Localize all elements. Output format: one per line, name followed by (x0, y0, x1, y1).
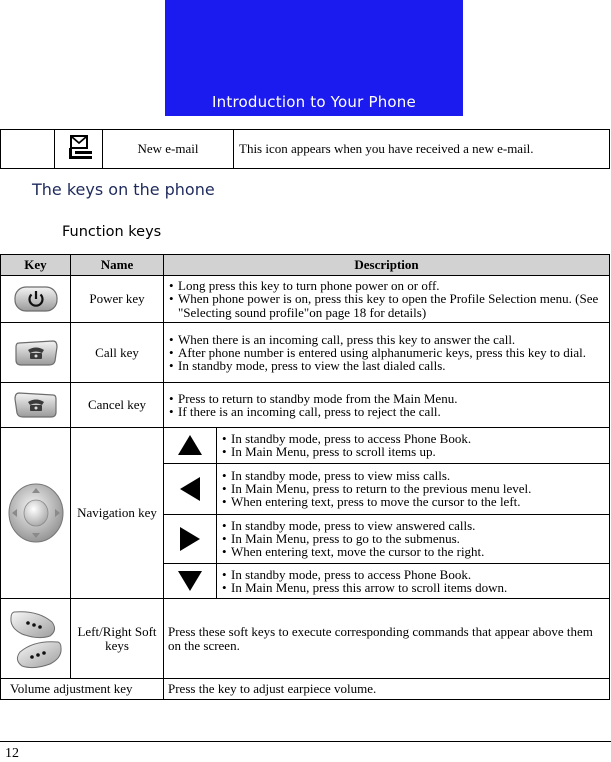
header-description: Description (164, 255, 610, 276)
key-name: Call key (71, 323, 164, 383)
key-name: Power key (71, 276, 164, 323)
arrow-right-icon (179, 526, 201, 552)
description-item: • If there is an incoming call, press to reject the call. (169, 405, 607, 418)
footer-divider (0, 741, 611, 742)
direction-description (217, 514, 610, 563)
table-row (1, 130, 610, 169)
table-row (1, 679, 610, 700)
description-item: • In Main Menu, press this arrow to scroll items down. (222, 581, 607, 594)
cancel-key-icon (13, 391, 59, 419)
power-key-icon (13, 285, 59, 313)
navigation-description-cell (164, 428, 610, 599)
direction-row-right (164, 514, 609, 563)
header-name: Name (71, 255, 164, 276)
direction-row-down (164, 563, 609, 598)
description-item: • In standby mode, press to access Phone Book. (222, 432, 607, 445)
icon-name: New e-mail (103, 130, 234, 169)
description-item: • Press to return to standby mode from the Main Menu. (169, 392, 607, 405)
description-item: • In Main Menu, press to return to the previous menu level. (222, 482, 607, 495)
section-subtitle: Function keys (62, 224, 162, 240)
description-item: • After phone number is entered using alphanumeric keys, press this key to dial. (169, 346, 607, 359)
table-row (1, 428, 610, 599)
icon-cell (55, 130, 103, 169)
arrow-cell (164, 514, 217, 563)
description-item: • When there is an incoming call, press this key to answer the call. (169, 333, 607, 346)
description-item: • When phone power is on, press this key to open the Profile Selection menu. (See "Selecting sound profile"on page 18 for details) (169, 292, 607, 319)
key-icon-cell (1, 276, 71, 323)
arrow-up-icon (177, 434, 203, 456)
icon-table (0, 129, 610, 169)
table-row (1, 323, 610, 383)
description-item: • When entering text, move the cursor to the right. (222, 545, 607, 558)
arrow-down-icon (177, 570, 203, 592)
key-name: Left/Right Soft keys (71, 599, 164, 679)
function-keys-table (0, 254, 610, 700)
table-row (1, 383, 610, 428)
description-item: • In standby mode, press to view miss calls. (222, 469, 607, 482)
navigation-key-icon (7, 482, 65, 544)
description-item: • In Main Menu, press to go to the submenus. (222, 532, 607, 545)
new-email-icon (64, 134, 94, 164)
call-key-icon (13, 339, 59, 367)
description-item: • In standby mode, press to view the last dialed calls. (169, 359, 607, 372)
key-icon-cell (1, 599, 71, 679)
key-description (164, 323, 610, 383)
key-description: Press these soft keys to execute corresponding commands that appear above them on the screen. (164, 599, 610, 679)
direction-description (217, 428, 610, 463)
direction-row-up (164, 428, 609, 463)
soft-keys-icon (8, 608, 64, 670)
navigation-directions-table (164, 428, 609, 598)
page-number: 12 (5, 746, 19, 761)
table-row (1, 276, 610, 323)
description-item: • In standby mode, press to view answered calls. (222, 519, 607, 532)
description-item: • When entering text, press to move the cursor to the left. (222, 495, 607, 508)
key-name: Volume adjustment key (1, 679, 164, 700)
direction-description (217, 463, 610, 514)
key-icon-cell (1, 383, 71, 428)
key-description (164, 383, 610, 428)
chapter-banner (165, 0, 463, 116)
key-icon-cell (1, 428, 71, 599)
arrow-cell (164, 428, 217, 463)
key-name: Cancel key (71, 383, 164, 428)
arrow-left-icon (179, 476, 201, 502)
key-description: Press the key to adjust earpiece volume. (164, 679, 610, 700)
section-title: The keys on the phone (32, 180, 215, 199)
banner-title: Introduction to Your Phone (212, 93, 416, 111)
table-row (1, 599, 610, 679)
header-key: Key (1, 255, 71, 276)
icon-description: This icon appears when you have received a new e-mail. (234, 130, 610, 169)
description-item: • In standby mode, press to access Phone Book. (222, 568, 607, 581)
table-header-row (1, 255, 610, 276)
key-name: Navigation key (71, 428, 164, 599)
arrow-cell (164, 563, 217, 598)
key-description (164, 276, 610, 323)
direction-row-left (164, 463, 609, 514)
arrow-cell (164, 463, 217, 514)
empty-cell (1, 130, 55, 169)
direction-description (217, 563, 610, 598)
key-icon-cell (1, 323, 71, 383)
description-item: • Long press this key to turn phone power on or off. (169, 279, 607, 292)
description-item: • In Main Menu, press to scroll items up. (222, 445, 607, 458)
